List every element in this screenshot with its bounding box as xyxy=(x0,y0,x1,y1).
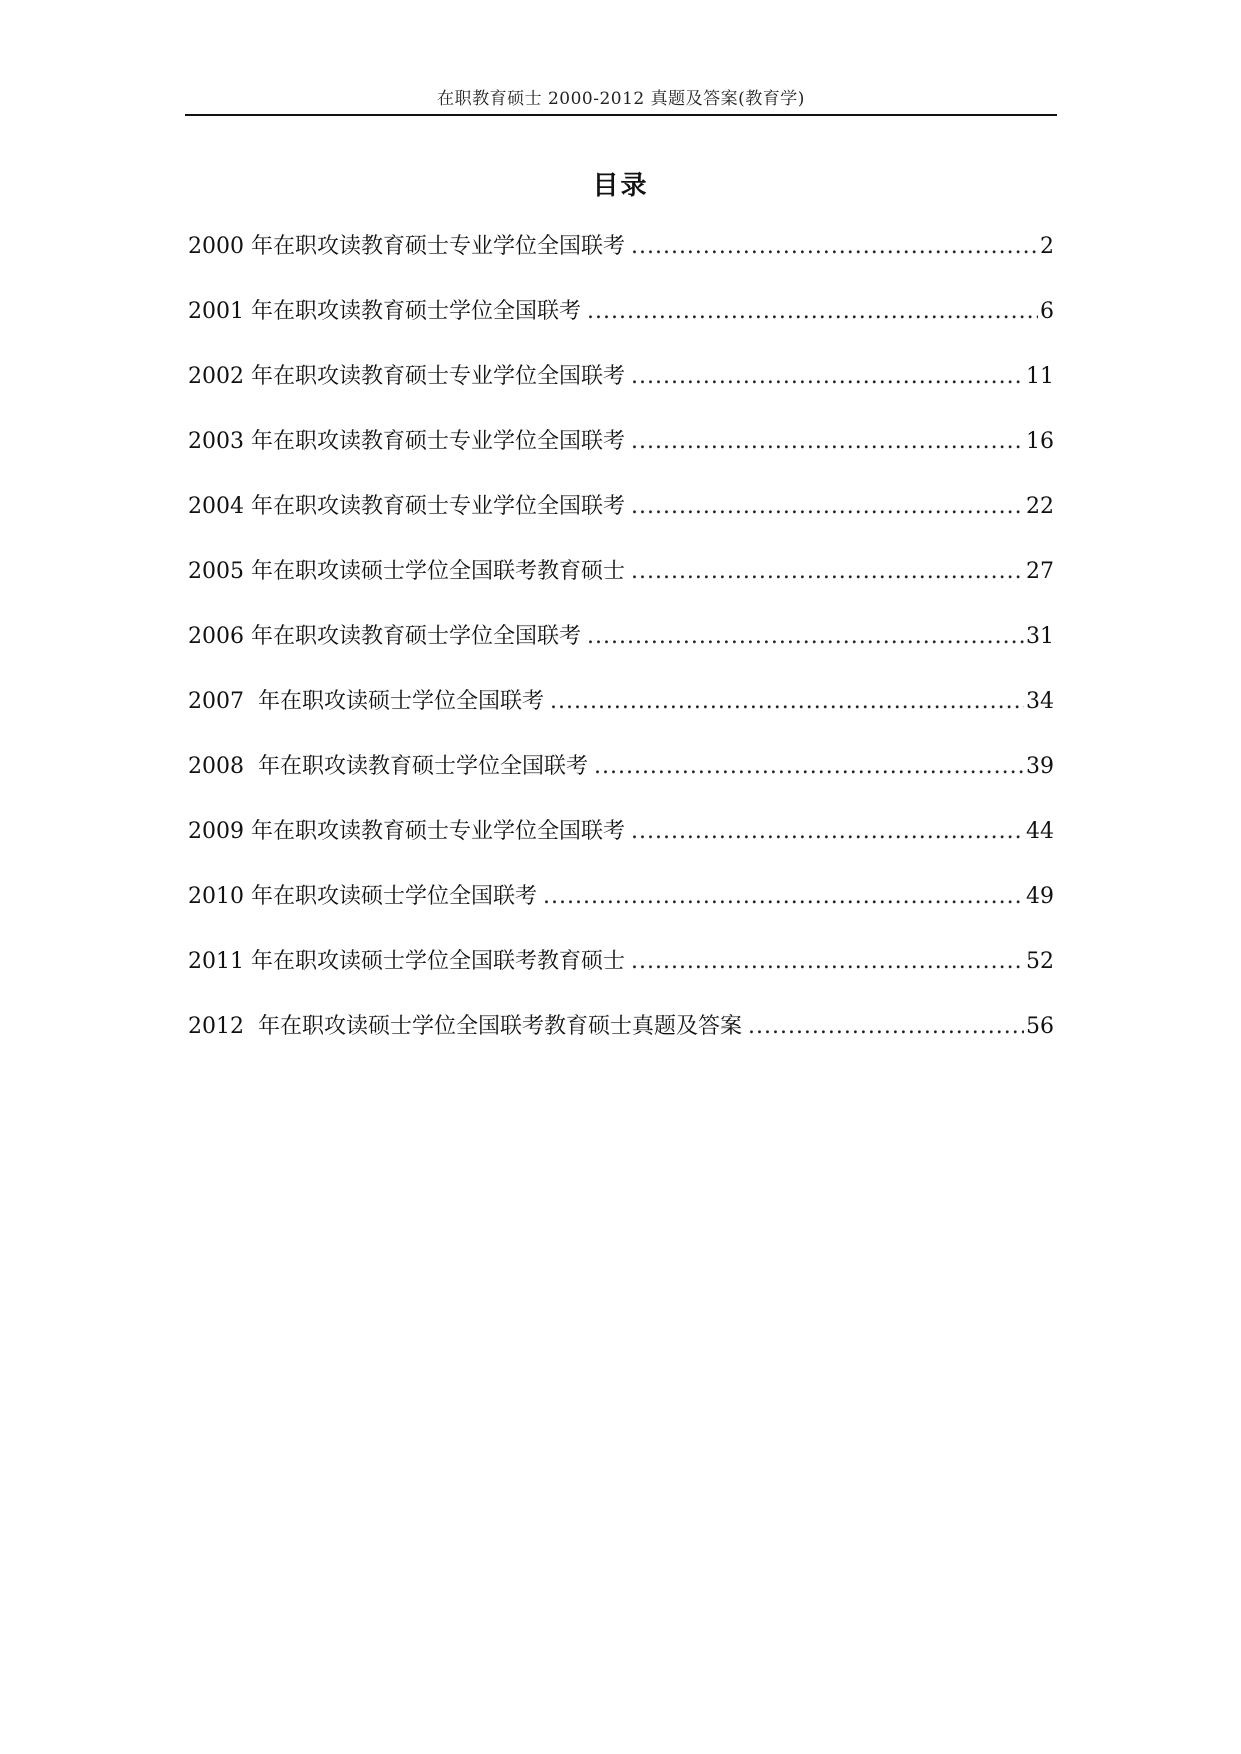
toc-list xyxy=(188,232,1054,1077)
toc-entry-label: 2009 年在职攻读教育硕士专业学位全国联考 xyxy=(188,819,625,844)
toc-entry-2000[interactable] xyxy=(188,232,1054,297)
toc-entry-2012[interactable] xyxy=(188,1012,1054,1077)
toc-dot-leader xyxy=(631,557,1024,587)
toc-entry-page: 11 xyxy=(1026,364,1054,389)
toc-entry-page: 56 xyxy=(1026,1014,1054,1039)
toc-entry-label: 2006 年在职攻读教育硕士学位全国联考 xyxy=(188,624,581,649)
toc-dot-leader xyxy=(587,622,1024,652)
toc-dot-leader xyxy=(631,427,1024,457)
toc-entry-2010[interactable] xyxy=(188,882,1054,947)
toc-entry-2005[interactable] xyxy=(188,557,1054,622)
toc-dot-leader xyxy=(587,297,1038,327)
toc-entry-label: 2005 年在职攻读硕士学位全国联考教育硕士 xyxy=(188,559,625,584)
toc-entry-2004[interactable] xyxy=(188,492,1054,557)
toc-entry-2002[interactable] xyxy=(188,362,1054,427)
toc-entry-page: 27 xyxy=(1026,559,1054,584)
toc-entry-label: 2012 年在职攻读硕士学位全国联考教育硕士真题及答案 xyxy=(188,1014,742,1039)
toc-entry-label: 2004 年在职攻读教育硕士专业学位全国联考 xyxy=(188,494,625,519)
toc-entry-label: 2010 年在职攻读硕士学位全国联考 xyxy=(188,884,537,909)
toc-entry-2008[interactable] xyxy=(188,752,1054,817)
toc-entry-label: 2001 年在职攻读教育硕士学位全国联考 xyxy=(188,299,581,324)
toc-dot-leader xyxy=(631,817,1024,847)
toc-entry-label: 2002 年在职攻读教育硕士专业学位全国联考 xyxy=(188,364,625,389)
toc-entry-page: 2 xyxy=(1040,234,1054,259)
toc-dot-leader xyxy=(631,492,1024,522)
toc-entry-page: 52 xyxy=(1026,949,1054,974)
toc-entry-2011[interactable] xyxy=(188,947,1054,1012)
toc-dot-leader xyxy=(631,947,1024,977)
toc-entry-label: 2011 年在职攻读硕士学位全国联考教育硕士 xyxy=(188,949,625,974)
toc-entry-label: 2008 年在职攻读教育硕士学位全国联考 xyxy=(188,754,588,779)
toc-entry-label: 2007 年在职攻读硕士学位全国联考 xyxy=(188,689,544,714)
toc-entry-page: 6 xyxy=(1040,299,1054,324)
toc-entry-label: 2000 年在职攻读教育硕士专业学位全国联考 xyxy=(188,234,625,259)
toc-entry-2009[interactable] xyxy=(188,817,1054,882)
toc-entry-page: 44 xyxy=(1026,819,1054,844)
toc-entry-2003[interactable] xyxy=(188,427,1054,492)
toc-dot-leader xyxy=(594,752,1024,782)
toc-title: 目录 xyxy=(592,171,649,201)
running-header: 在职教育硕士 2000-2012 真题及答案(教育学) xyxy=(437,89,805,109)
toc-dot-leader xyxy=(748,1012,1024,1042)
toc-dot-leader xyxy=(550,687,1024,717)
toc-dot-leader xyxy=(631,232,1038,262)
toc-entry-page: 39 xyxy=(1026,754,1054,779)
toc-entry-label: 2003 年在职攻读教育硕士专业学位全国联考 xyxy=(188,429,625,454)
toc-entry-2001[interactable] xyxy=(188,297,1054,362)
header-divider xyxy=(185,114,1057,116)
toc-entry-page: 16 xyxy=(1026,429,1054,454)
toc-dot-leader xyxy=(631,362,1024,392)
toc-entry-page: 31 xyxy=(1026,624,1054,649)
toc-entry-page: 49 xyxy=(1026,884,1054,909)
toc-entry-2006[interactable] xyxy=(188,622,1054,687)
toc-dot-leader xyxy=(543,882,1024,912)
toc-entry-page: 22 xyxy=(1026,494,1054,519)
toc-entry-page: 34 xyxy=(1026,689,1054,714)
toc-entry-2007[interactable] xyxy=(188,687,1054,752)
